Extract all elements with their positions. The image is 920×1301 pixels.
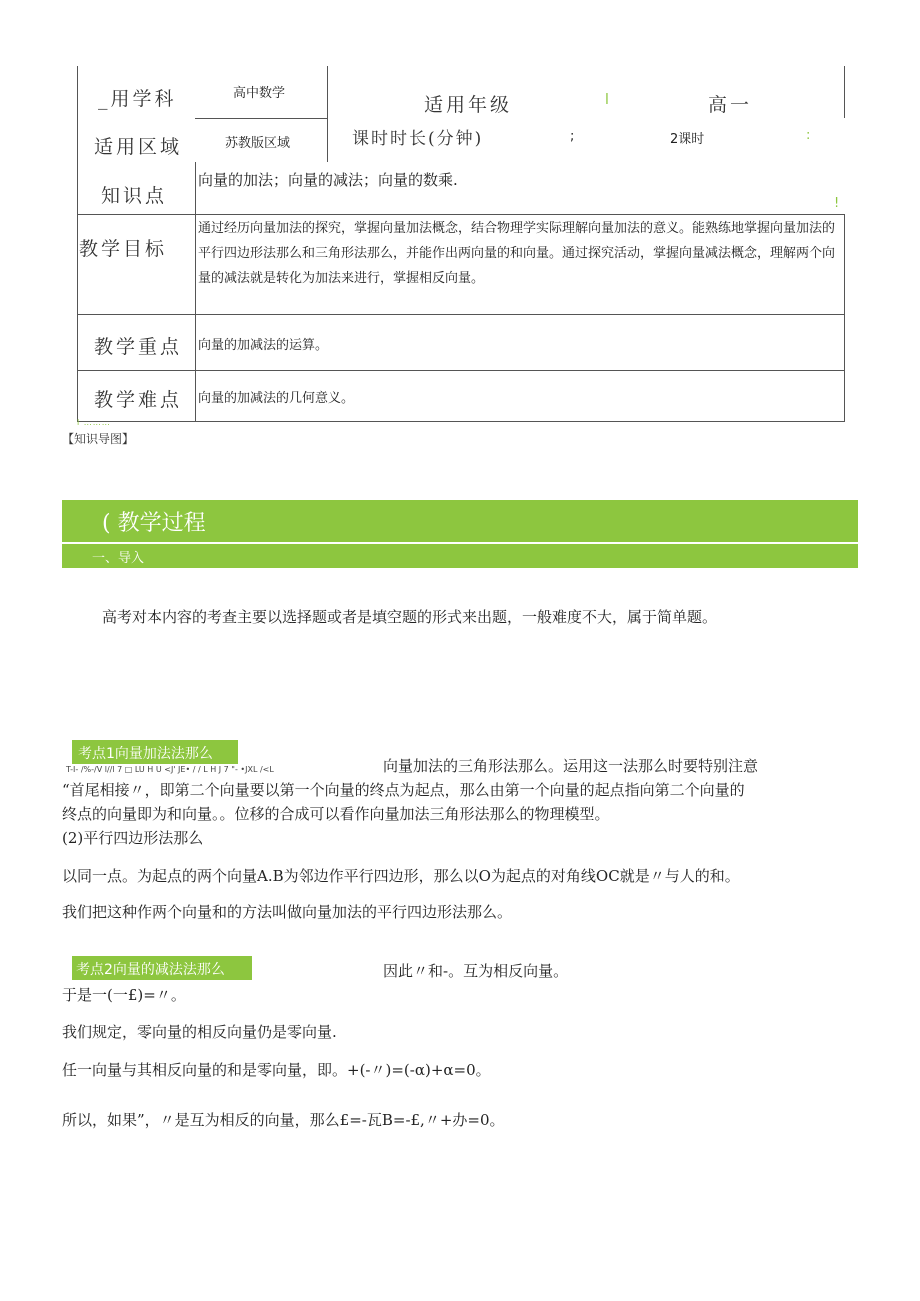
subject-label: _用学科: [98, 88, 177, 110]
point1-line2: “首尾相接〃，即第二个向量要以第一个向量的终点为起点，那么由第一个向量的起点指向第二个向量的: [62, 781, 745, 799]
subject-value: 高中数学: [233, 86, 286, 101]
knowledge-mark: !: [834, 196, 840, 211]
point1-line6: 我们把这种作两个向量和的方法叫做向量加法的平行四边形法那么。: [62, 903, 513, 921]
intro-text: 高考对本内容的考查主要以选择题或者是填空题的形式来出题，一般难度不大，属于简单题。: [102, 608, 718, 626]
grade-mark: l: [605, 92, 609, 108]
intro-banner: [62, 544, 858, 568]
region-value: 苏教版区域: [225, 136, 291, 151]
point2-line3: 任一向量与其相反向量的和是零向量，即。+(-〃)=(-α)+α=0。: [62, 1061, 491, 1079]
point2-line4: 所以，如果”，〃是互为相反的向量，那么£=-瓦B=-£,〃+办=0。: [62, 1111, 505, 1129]
difficulty-value: 向量的加减法的几何意义。: [198, 391, 355, 406]
point2-tag: [72, 956, 252, 980]
duration-sep: ;: [570, 129, 575, 144]
intro-heading: 一、导入: [92, 551, 145, 566]
point1-tag: [72, 740, 238, 764]
region-label: 适用区域: [94, 136, 183, 158]
objectives-label: 教学目标: [79, 238, 168, 260]
difficulty-label: 教学难点: [94, 389, 183, 411]
duration-label: 课时时长(分钟): [352, 129, 484, 149]
process-title: ( 教学过程: [102, 511, 206, 536]
point2-line1: 于是一(一£)=〃。: [62, 986, 186, 1004]
point2-line2: 我们规定，零向量的相反向量仍是零向量.: [62, 1023, 337, 1041]
point1-garbled-text: T-I- /%-/V l//l 7 □ LU H U <J' JE• / / L H J 7 "- •JXL /<L: [66, 765, 274, 774]
point1-line3: 终点的向量即为和向量。。位移的合成可以看作向量加法三角形法那么的物理模型。: [62, 805, 610, 823]
grade-value: 高一: [708, 94, 753, 116]
point1-line4: (2)平行四边形法那么: [62, 829, 204, 847]
duration-value: 2课时: [670, 132, 705, 147]
key-point-value: 向量的加减法的运算。: [198, 338, 329, 353]
knowledge-label: 知识点: [101, 185, 168, 207]
point1-line5: 以同一点。为起点的两个向量A.B为邻边作平行四边形，那么以O为起点的对角线OC就是〃与人的和。: [62, 867, 740, 885]
grade-label: 适用年级: [424, 94, 513, 116]
process-banner: [62, 500, 858, 542]
table-footer-mark: l ………: [77, 418, 111, 427]
point1-tag-text: 考点1向量加法法那么: [78, 746, 213, 762]
point2-tag-text: 考点2向量的减法法那么: [76, 962, 225, 978]
objectives-value: 通过经历向量加法的探究，掌握向量加法概念，结合物理学实际理解向量加法的意义。能熟练地掌握向量加法的平行四边形法那么和三角形法那么，并能作出两向量的和向量。通过探究活动，掌握向量减法概念，理解两个向量的减法就是转化为加法来进行，掌握相反向量。: [198, 221, 836, 286]
key-point-label: 教学重点: [94, 336, 183, 358]
point1-line1: 向量加法的三角形法那么。运用这一法那么时要特别注意: [383, 757, 759, 775]
duration-mark: :: [806, 128, 811, 143]
point2-line0: 因此〃和-。互为相反向量。: [383, 962, 569, 980]
knowledge-value: 向量的加法；向量的减法；向量的数乘.: [198, 171, 458, 189]
knowledge-map-heading: 【知识导图】: [62, 432, 135, 446]
